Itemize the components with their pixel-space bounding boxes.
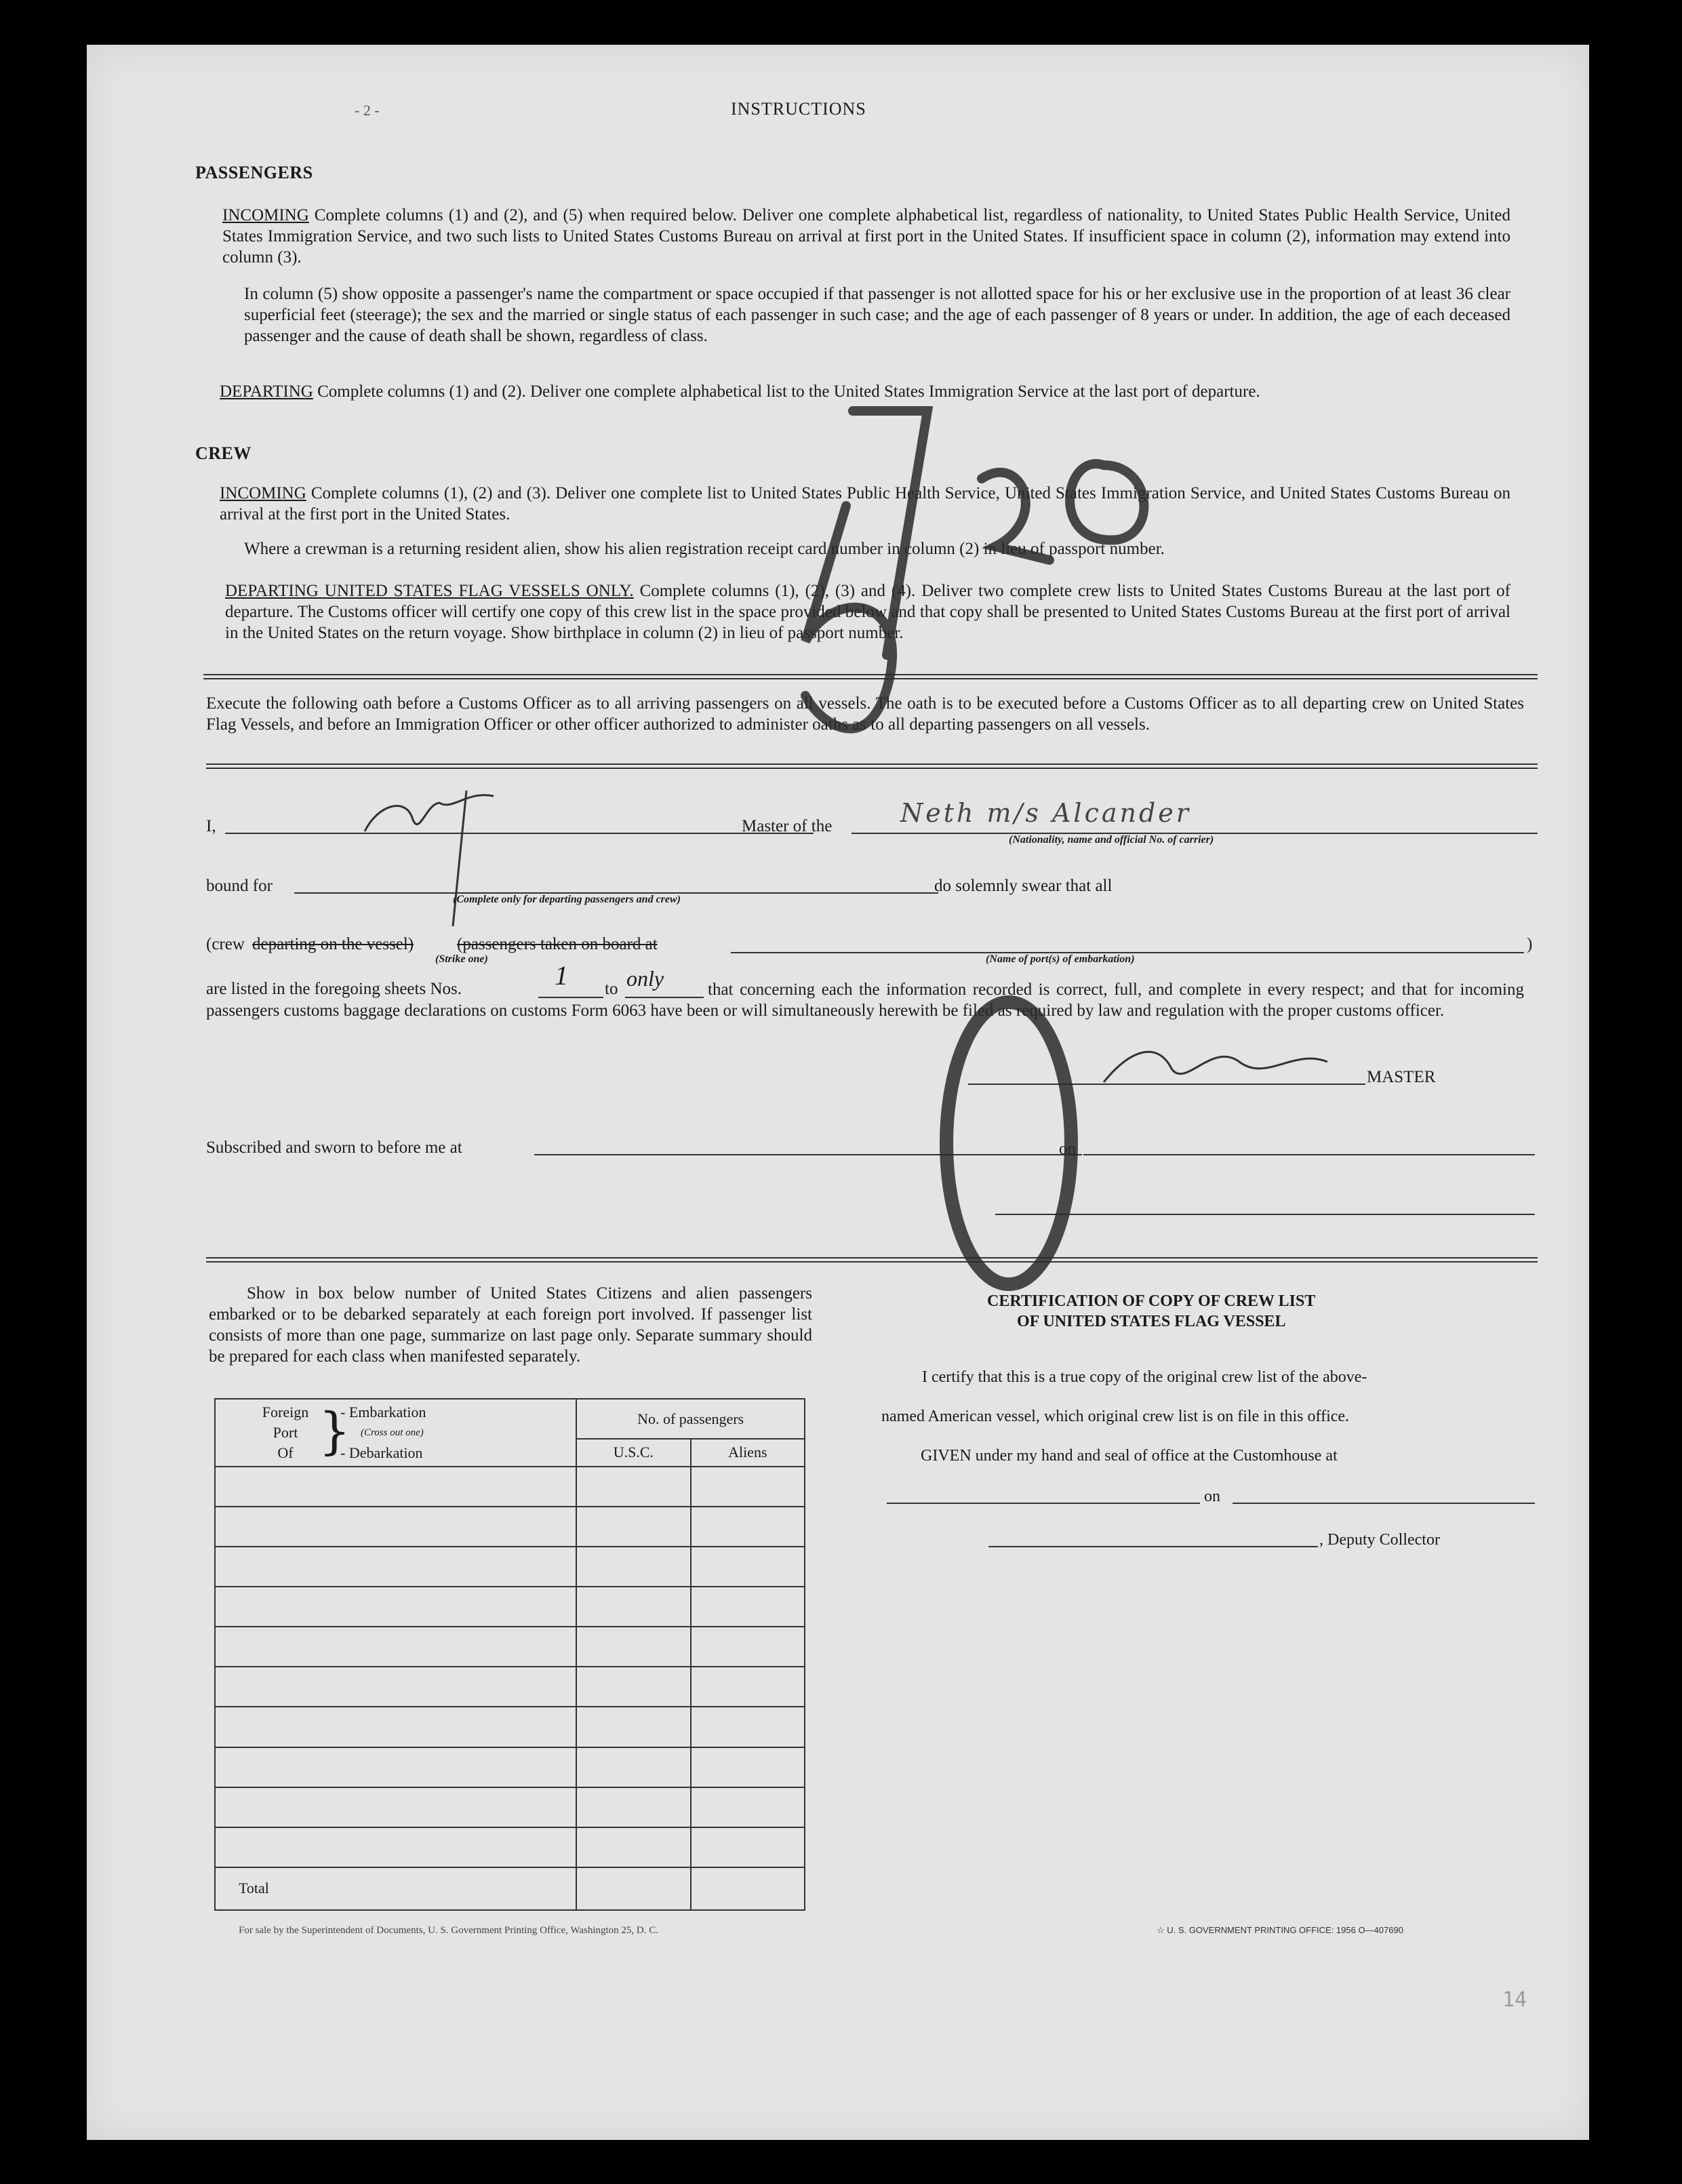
summary-instructions: Show in box below number of United States Citizens and alien passengers embarked or to be debarked separately at each foreign port involved. If passenger list consists of more than one page, summarize on last page only. Separate summary should be prepared for each class when manifested separately. [209,1284,812,1366]
document-page [87,45,1589,2140]
sheet-to-handwritten: only [626,966,664,991]
total-label: Total [215,1867,576,1910]
passengers-departing-label: DEPARTING [220,382,313,401]
master-label: MASTER [1367,1068,1436,1086]
col-usc: U.S.C. [576,1439,690,1467]
deputy-label: , Deputy Collector [1319,1531,1440,1549]
col-aliens: Aliens [691,1439,805,1467]
page-marker: - 2 - [355,102,380,119]
close-paren: ) [1527,935,1533,953]
pencil-marks [87,45,1589,2140]
crew-incoming-label: INCOMING [220,484,306,502]
passengers-taken-text: (passengers taken on board at [457,935,658,953]
passengers-column5-text: In column (5) show opposite a passenger's name the compartment or space occupied if that passenger is not allotted space for his or her exclusive use in the proportion of at least 36 clear superficial feet (steerage); the sex and the married or single status of each passenger in such case; and the age of each passenger of 8 years or under. In addition, the age of each deceased passenger and the cause of death shall be shown, regardless of class. [244,285,1510,345]
handwritten-5720-marks [805,411,1144,729]
handwritten-zero-mark [946,1002,1071,1284]
passengers-departing-text: Complete columns (1) and (2). Deliver one complete alphabetical list to the United States Immigration Service at the last port of departure. [317,382,1260,401]
certification-text-1: I certify that this is a true copy of the original crew list of the above- [922,1368,1367,1386]
master-signature-scribble [1104,1052,1327,1082]
embarkation-label: - Embarkation [340,1404,426,1421]
passengers-incoming-text: Complete columns (1) and (2), and (5) when required below. Deliver one complete alphabetical list, regardless of nationality, to United States Public Health Service, United States Immigration Service, and two such lists to United States Customs Bureau on arrival at first port in the United States. If insufficient space in column (2), information may extend into column (3). [222,206,1511,266]
carrier-caption: (Nationality, name and official No. of carrier) [1009,834,1214,846]
sworn-on-label: on [1059,1140,1076,1158]
bound-for-caption: (Complete only for departing passengers and crew) [453,894,681,905]
cross-out-caption: (Cross out one) [361,1427,424,1438]
crew-departing-text: Complete columns (1), (2), (3) and (4). Deliver two complete crew lists to United States Customs Bureau at the last port of departure. The Customs officer will certify one copy of this crew list in the space provided below and that copy shall be presented to United States Customs Bureau at the first port of arrival in the United States on the return voyage. Show birthplace in column (2) in lieu of passport number. [225,582,1511,642]
certification-title-1: CERTIFICATION OF COPY OF CREW LIST [987,1292,1316,1310]
certification-title-2: OF UNITED STATES FLAG VESSEL [1017,1313,1286,1330]
col-port-3: Of [277,1444,294,1461]
oath-i-label: I, [206,817,216,835]
sheets-label: are listed in the foregoing sheets Nos. [206,980,462,998]
page-title: INSTRUCTIONS [731,99,866,119]
col-port-2: Port [273,1424,298,1441]
swear-text: do solemnly swear that all [934,877,1113,895]
crew-incoming-text: Complete columns (1), (2) and (3). Deliver one complete list to United States Public Health Service, United States Immigration Service, and United States Customs Bureau on arrival at the first port in the United States. [220,484,1510,523]
vessel-handwritten: Neth m/s Alcander [900,798,1191,828]
crew-alien-text: Where a crewman is a returning resident alien, show his alien registration receipt card number in column (2) in lieu of passport number. [244,540,1165,558]
crew-open: (crew [206,935,245,953]
debarkation-label: - Debarkation [340,1444,423,1461]
passengers-incoming-label: INCOMING [222,206,309,224]
certification-text-2: named American vessel, which original crew list is on file in this office. [881,1408,1350,1425]
bound-for-label: bound for [206,877,273,895]
certification-text-3: GIVEN under my hand and seal of office at the Customhouse at [921,1447,1338,1465]
master-of-label: Master of the [742,817,833,835]
col-passengers: No. of passengers [576,1399,805,1439]
signature-stroke [365,791,494,926]
corner-stamp: 14 [1502,1988,1527,2012]
to-label: to [605,980,618,998]
footer-left: For sale by the Superintendent of Documents, U. S. Government Printing Office, Washington 25, D. C. [239,1925,658,1936]
certification-on-label: on [1204,1488,1220,1505]
crew-heading: CREW [195,443,252,463]
sheet-from-handwritten: 1 [555,960,568,991]
brace-glyph: } [319,1402,351,1461]
col-port-1: Foreign [262,1404,309,1421]
sworn-label: Subscribed and sworn to before me at [206,1138,462,1157]
footer-right: ☆ U. S. GOVERNMENT PRINTING OFFICE: 1956 O—407690 [1157,1925,1403,1935]
ports-caption: (Name of port(s) of embarkation) [986,953,1135,965]
sheets-text: that concerning each the information recorded is correct, full, and complete in every respect; and that for incoming passengers customs baggage declarations on customs Form 6063 have been or will simultaneously herewith be filed as required by law and regulation with the proper customs officer. [206,980,1524,1020]
passengers-heading: PASSENGERS [195,163,313,182]
oath-intro: Execute the following oath before a Customs Officer as to all arriving passengers on all vessels. The oath is to be executed before a Customs Officer as to all departing crew on United States Flag Vessels, and before an Immigration Officer or other officer authorized to administer oaths as to all departing passengers on all vessels. [206,694,1524,734]
strike-caption: (Strike one) [435,953,488,965]
crew-departing-label: DEPARTING UNITED STATES FLAG VESSELS ONLY. [225,582,634,600]
crew-departing-text: departing on the vessel) [252,935,414,953]
